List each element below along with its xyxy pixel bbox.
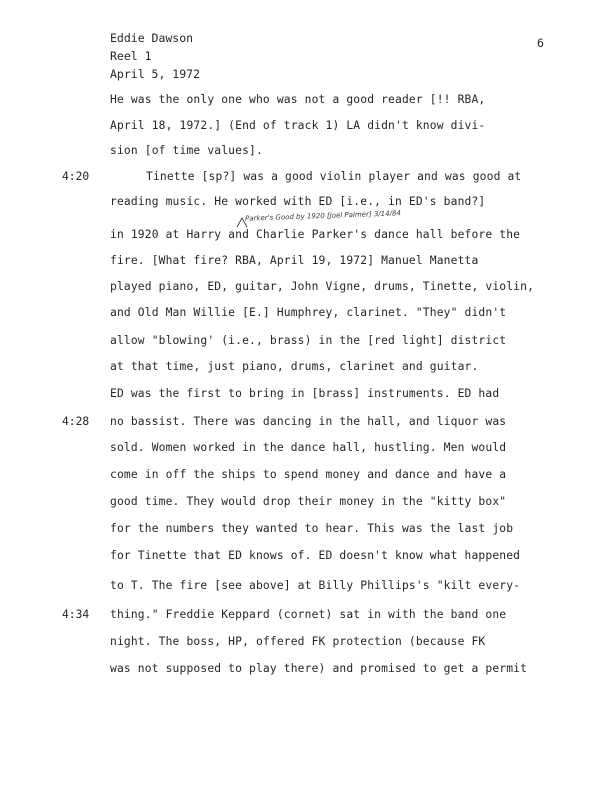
transcript-line: was not supposed to play there) and promised to get a permit	[110, 662, 528, 675]
transcript-line: at that time, just piano, drums, clarinet and guitar.	[110, 360, 479, 373]
transcript-line: night. The boss, HP, offered FK protection (because FK	[110, 635, 486, 648]
transcript-line: thing." Freddie Keppard (cornet) sat in with the band one	[110, 608, 507, 621]
transcript-line: sold. Women worked in the dance hall, hustling. Men would	[110, 441, 507, 454]
timecode: 4:20	[62, 170, 90, 183]
transcript-line: and Old Man Willie [E.] Humphrey, clarinet. "They" didn't	[110, 306, 507, 319]
transcript-line: sion [of time values].	[110, 144, 263, 157]
transcript-line: good time. They would drop their money in the "kitty box"	[110, 495, 507, 508]
page-number: 6	[537, 36, 544, 50]
transcript-line: allow "blowing' (i.e., brass) in the [red light] district	[110, 334, 507, 347]
interview-date: April 5, 1972	[110, 67, 201, 81]
transcript-line: He was the only one who was not a good reader [!! RBA,	[110, 93, 486, 106]
transcript-line: April 18, 1972.] (End of track 1) LA didn't know divi-	[110, 119, 486, 132]
transcript-line: come in off the ships to spend money and dance and have a	[110, 468, 507, 481]
transcript-line: to T. The fire [see above] at Billy Phillips's "kilt every-	[110, 579, 521, 592]
transcript-line: no bassist. There was dancing in the hall, and liquor was	[110, 415, 507, 428]
transcript-line: Tinette [sp?] was a good violin player and was good at	[146, 170, 522, 183]
interviewee-name: Eddie Dawson	[110, 31, 194, 45]
timecode: 4:34	[62, 608, 90, 621]
handwritten-note: Parker's Good by 1920 [Joel Palmer] 3/14/84	[244, 209, 401, 223]
transcript-line: for the numbers they wanted to hear. This was the last job	[110, 522, 514, 535]
transcript-line: reading music. He worked with ED [i.e., in ED's band?]	[110, 195, 486, 208]
transcript-line: in 1920 at Harry and Charlie Parker's dance hall before the	[110, 228, 521, 241]
transcript-line: fire. [What fire? RBA, April 19, 1972] Manuel Manetta	[110, 254, 479, 267]
transcript-line: played piano, ED, guitar, John Vigne, drums, Tinette, violin,	[110, 280, 535, 293]
reel-label: Reel 1	[110, 49, 152, 63]
transcript-line: for Tinette that ED knows of. ED doesn't know what happened	[110, 549, 521, 562]
timecode: 4:28	[62, 415, 90, 428]
transcript-line: ED was the first to bring in [brass] instruments. ED had	[110, 387, 500, 400]
page-header	[110, 29, 200, 83]
